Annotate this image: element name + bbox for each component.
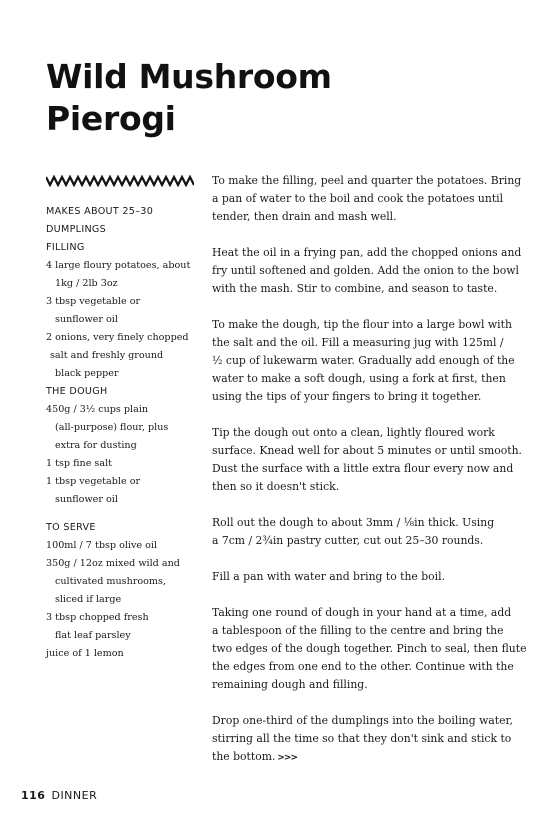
ingredient-line: sunflower oil	[55, 494, 118, 505]
ingredient-line: 3 tbsp vegetable or	[46, 296, 141, 307]
ingredient-line: 100ml / 7 tbsp olive oil	[46, 540, 158, 551]
ingredient-line: black pepper	[55, 368, 119, 379]
title-line-1: Wild Mushroom	[46, 57, 332, 96]
method-step-4	[212, 424, 522, 496]
method-line: a 7cm / 2¾in pastry cutter, cut out 25–30 rounds.	[212, 534, 484, 547]
ingredient-line: juice of 1 lemon	[46, 648, 124, 659]
method-line: To make the filling, peel and quarter the potatoes. Bring	[212, 174, 522, 187]
ingredient-line: 350g / 12oz mixed wild and	[46, 558, 180, 569]
ingredient-line: extra for dusting	[55, 440, 137, 451]
method-line: a tablespoon of the filling to the centre and bring the	[212, 624, 504, 637]
ingredient-line: sliced if large	[55, 594, 122, 605]
yield-line-1: MAKES ABOUT 25–30	[46, 206, 154, 217]
method-line: Dust the surface with a little extra flour every now and	[212, 462, 514, 475]
method-line: stirring all the time so that they don't sink and stick to	[212, 732, 512, 745]
zigzag-divider	[46, 175, 194, 187]
method-line	[212, 748, 514, 767]
filling-heading: FILLING	[46, 242, 85, 253]
method-step-8	[212, 712, 514, 767]
method-line: water to make a soft dough, using a fork at first, then	[212, 372, 506, 385]
method-line: surface. Knead well for about 5 minutes or until smooth.	[212, 444, 522, 457]
method-line: Heat the oil in a frying pan, add the chopped onions and	[212, 246, 522, 259]
method-line: fry until softened and golden. Add the onion to the bowl	[212, 264, 519, 277]
method-line: a pan of water to the boil and cook the potatoes until	[212, 192, 504, 205]
method-line: Taking one round of dough in your hand at a time, add	[212, 606, 512, 619]
method-line: Drop one-third of the dumplings into the boiling water,	[212, 714, 513, 727]
ingredient-line: 1 tbsp vegetable or	[46, 476, 141, 487]
title-line-2: Pierogi	[46, 99, 176, 138]
method-line: ½ cup of lukewarm water. Gradually add enough of the	[212, 354, 515, 367]
method-line: Roll out the dough to about 3mm / ⅛in thick. Using	[212, 516, 495, 529]
ingredient-line: 450g / 3½ cups plain	[46, 404, 149, 415]
ingredient-line: sunflower oil	[55, 314, 118, 325]
ingredients-column	[46, 203, 206, 663]
method-line: two edges of the dough together. Pinch to seal, then flute	[212, 642, 527, 655]
continue-arrows-icon: >>>	[277, 753, 297, 763]
serve-heading: TO SERVE	[46, 522, 96, 533]
method-line: Tip the dough out onto a clean, lightly floured work	[212, 426, 495, 439]
method-line: To make the dough, tip the flour into a large bowl with	[212, 318, 512, 331]
ingredient-line: 1kg / 2lb 3oz	[55, 278, 118, 289]
method-line: then so it doesn't stick.	[212, 480, 340, 493]
page-number: 116	[21, 789, 46, 802]
method-line: remaining dough and filling.	[212, 678, 368, 691]
method-line-text: the bottom.	[212, 750, 276, 763]
recipe-title	[46, 56, 332, 140]
ingredient-line: 1 tsp fine salt	[46, 458, 112, 469]
yield-line-2: DUMPLINGS	[46, 224, 107, 235]
ingredient-line: 3 tbsp chopped fresh	[46, 612, 149, 623]
ingredient-line: salt and freshly ground	[50, 350, 164, 361]
ingredient-line: 4 large floury potatoes, about	[46, 260, 191, 271]
method-line: Fill a pan with water and bring to the boil.	[212, 570, 445, 583]
ingredient-line: (all-purpose) flour, plus	[55, 422, 169, 433]
method-step-6	[212, 568, 514, 586]
method-step-3	[212, 316, 514, 406]
method-line: the salt and the oil. Fill a measuring jug with 125ml /	[212, 336, 504, 349]
ingredient-line: cultivated mushrooms,	[55, 576, 166, 587]
page-footer	[21, 789, 97, 802]
method-step-7	[212, 604, 527, 694]
method-line: with the mash. Stir to combine, and season to taste.	[212, 282, 498, 295]
dough-heading: THE DOUGH	[46, 386, 108, 397]
ingredient-line: flat leaf parsley	[55, 630, 131, 641]
method-line: the edges from one end to the other. Continue with the	[212, 660, 514, 673]
method-line: tender, then drain and mash well.	[212, 210, 397, 223]
method-step-5	[212, 514, 514, 550]
method-column	[212, 172, 527, 785]
method-step-2	[212, 244, 522, 298]
method-step-1	[212, 172, 522, 226]
method-line: using the tips of your fingers to bring it together.	[212, 390, 482, 403]
section-name: DINNER	[51, 789, 98, 802]
ingredient-line: 2 onions, very finely chopped	[46, 332, 189, 343]
